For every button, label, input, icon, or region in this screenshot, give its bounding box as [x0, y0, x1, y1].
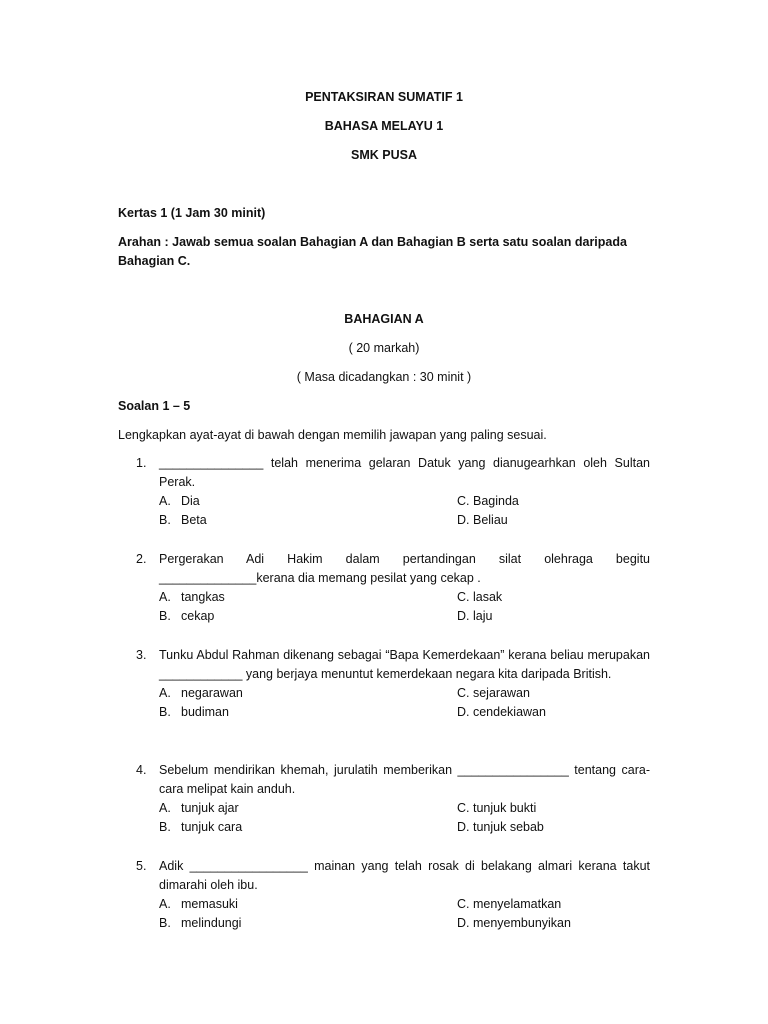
question-number: 4. — [136, 763, 147, 777]
paper-title: Kertas 1 (1 Jam 30 minit) — [118, 206, 266, 220]
question-item — [136, 646, 650, 722]
options-row — [159, 492, 650, 511]
option-a: A. tangkas — [159, 590, 225, 604]
instructions — [118, 233, 650, 271]
section-time: ( Masa dicadangkan : 30 minit ) — [296, 370, 472, 384]
options-row — [159, 703, 650, 722]
question-text: _______________ telah menerima gelaran Datuk yang dianugearhkan oleh Sultan Perak. — [159, 456, 650, 489]
question-number: 1. — [136, 456, 147, 470]
option-a: A. negarawan — [159, 686, 243, 700]
option-a: A. Dia — [159, 494, 200, 508]
option-d: D. cendekiawan — [457, 705, 546, 719]
question-number: 3. — [136, 648, 147, 662]
options-row — [159, 914, 650, 933]
option-b: B. melindungi — [159, 916, 242, 930]
question-text: Sebelum mendirikan khemah, jurulatih memberikan ________________ tentang cara-cara melipat kain anduh. — [159, 763, 650, 796]
option-a: A. memasuki — [159, 897, 238, 911]
options-row — [159, 799, 650, 818]
options-row — [159, 684, 650, 703]
option-c: C. lasak — [457, 590, 503, 604]
section-directions: Lengkapkan ayat-ayat di bawah dengan memilih jawapan yang paling sesuai. — [118, 428, 547, 442]
question-text: Adik _________________ mainan yang telah rosak di belakang almari kerana takut dimarahi oleh ibu. — [159, 859, 650, 892]
subject-title: BAHASA MELAYU 1 — [324, 119, 444, 133]
option-c: C. menyelamatkan — [457, 897, 562, 911]
option-b: B. Beta — [159, 513, 207, 527]
options-row — [159, 607, 650, 626]
question-number: 2. — [136, 552, 147, 566]
question-number: 5. — [136, 859, 147, 873]
question-text: Tunku Abdul Rahman dikenang sebagai “Bapa Kemerdekaan” kerana beliau merupakan ____________ yang berjaya menuntut kemerdekaan negara kita daripada British. — [159, 648, 650, 681]
question-text: Pergerakan Adi Hakim dalam pertandingan silat olehraga begitu ______________kerana dia memang pesilat yang cekap . — [159, 552, 650, 585]
question-item — [136, 454, 650, 530]
instructions-line-2: Bahagian C. — [118, 254, 191, 268]
option-d: D. tunjuk sebab — [457, 820, 544, 834]
option-b: B. budiman — [159, 705, 229, 719]
option-b: B. tunjuk cara — [159, 820, 243, 834]
option-d: D. Beliau — [457, 513, 508, 527]
school-name: SMK PUSA — [351, 148, 417, 162]
option-d: D. menyembunyikan — [457, 916, 571, 930]
option-c: C. tunjuk bukti — [457, 801, 537, 815]
option-c: C. sejarawan — [457, 686, 530, 700]
options-row — [159, 818, 650, 837]
option-d: D. laju — [457, 609, 493, 623]
question-item — [136, 550, 650, 626]
question-item — [136, 761, 650, 837]
options-row — [159, 588, 650, 607]
option-c: C. Baginda — [457, 494, 519, 508]
question-item — [136, 857, 650, 933]
instructions-line-1: Arahan : Jawab semua soalan Bahagian A dan Bahagian B serta satu soalan daripada — [118, 235, 627, 249]
exam-title: PENTAKSIRAN SUMATIF 1 — [305, 90, 463, 104]
options-row — [159, 511, 650, 530]
question-range: Soalan 1 – 5 — [118, 399, 191, 413]
section-title: BAHAGIAN A — [344, 312, 424, 326]
section-marks: ( 20 markah) — [348, 341, 420, 355]
option-b: B. cekap — [159, 609, 215, 623]
option-a: A. tunjuk ajar — [159, 801, 239, 815]
options-row — [159, 895, 650, 914]
